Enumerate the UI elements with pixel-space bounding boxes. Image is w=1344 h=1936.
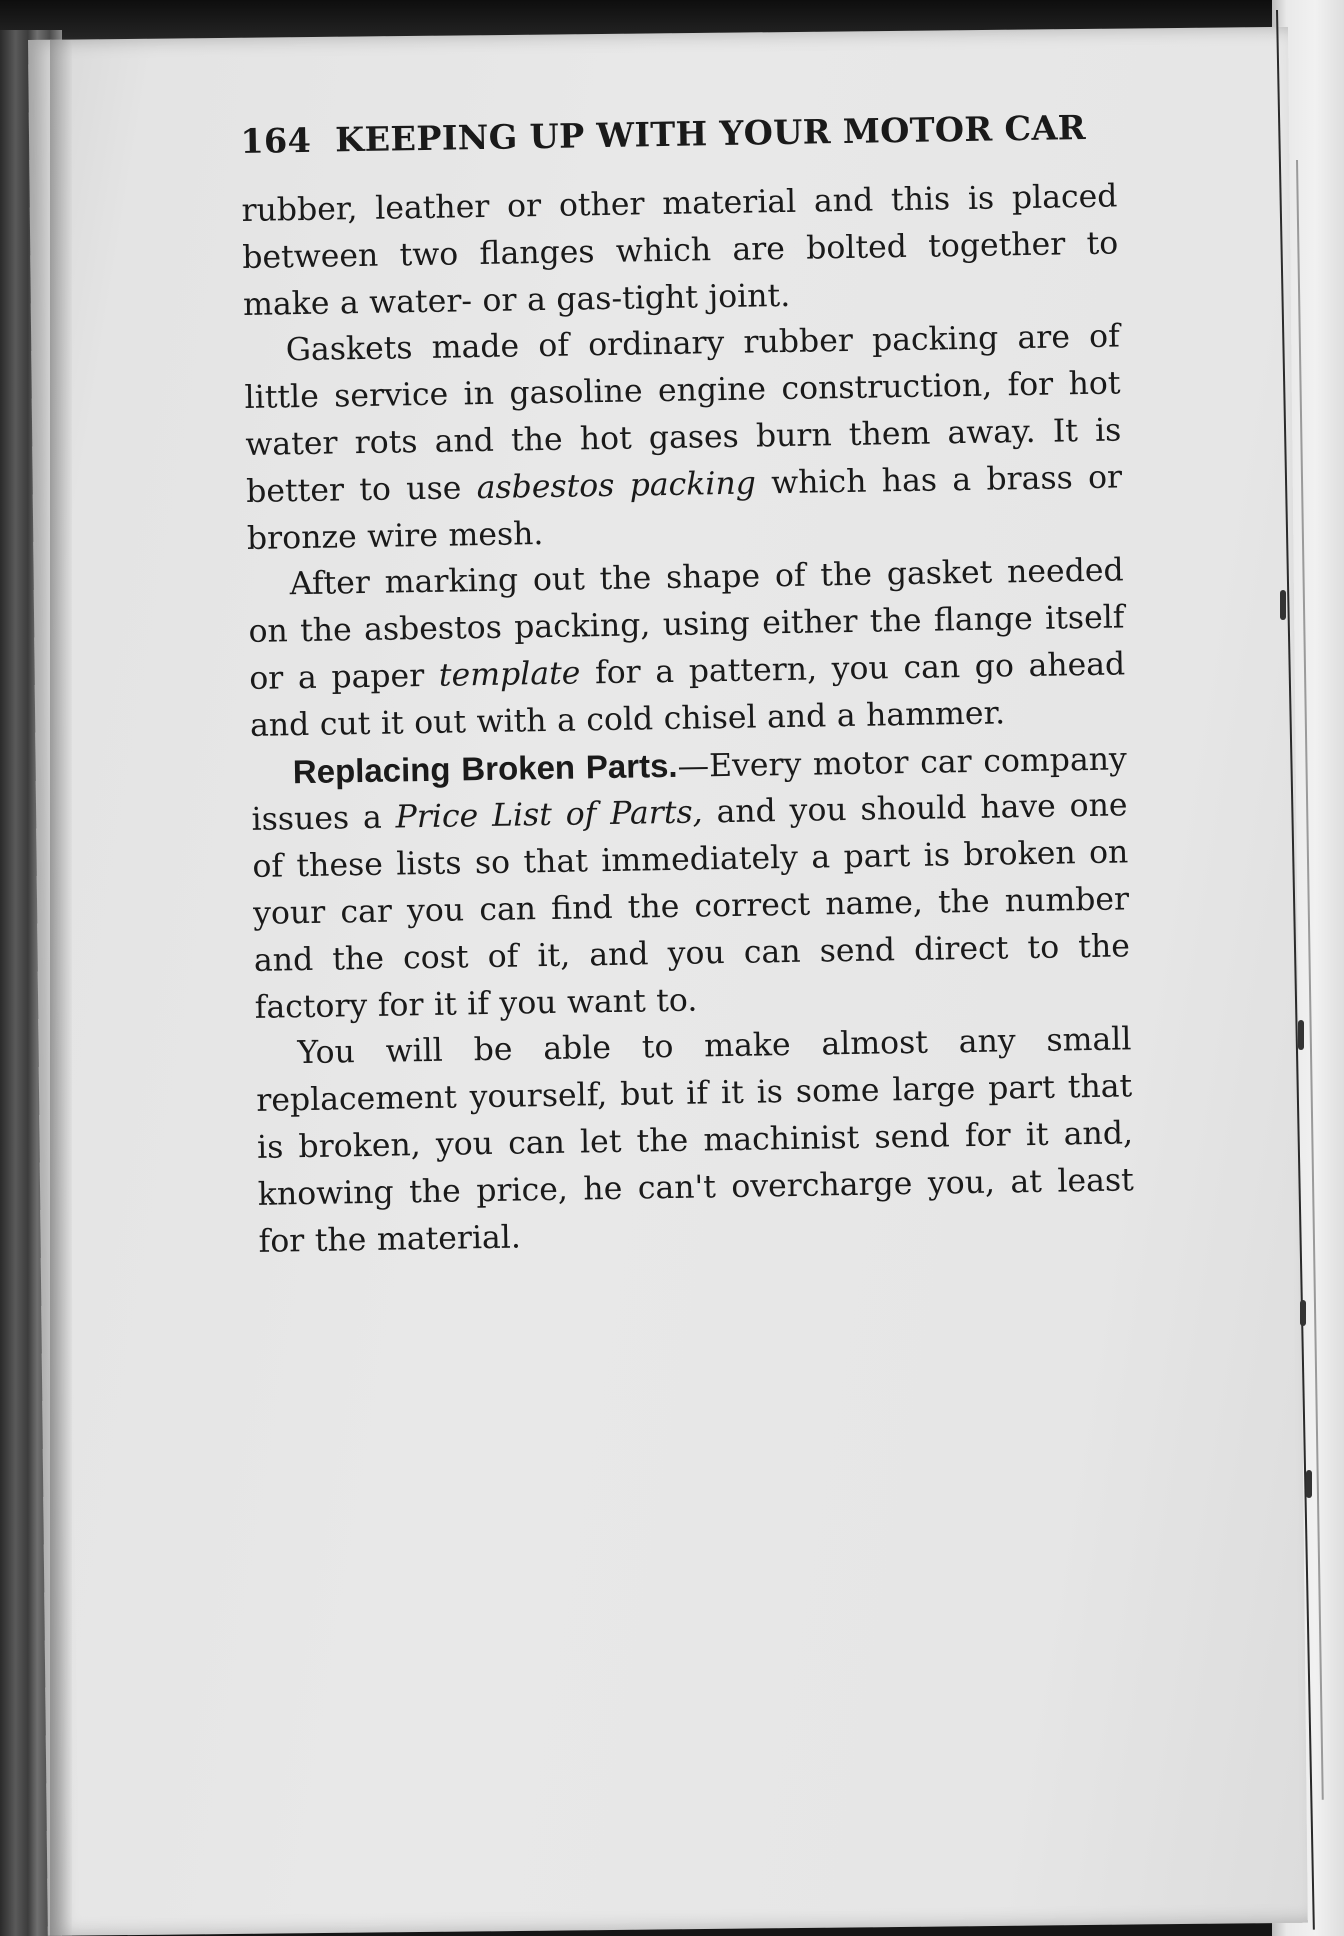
paragraph-marking xyxy=(247,548,1126,750)
edge-mark xyxy=(1306,1470,1312,1498)
page-number: 164 xyxy=(240,120,312,161)
section-heading: Replacing Broken Parts. xyxy=(292,746,678,790)
italic-term: asbestos packing xyxy=(476,465,757,506)
italic-term: template xyxy=(438,655,581,694)
paragraph-replacing-parts xyxy=(250,735,1131,1031)
text-run: and you should have one of these lists so that immediately a part is broken on your car you can find the correct name, the number and the cost of it, and you can send direct to the factory for it if you want to. xyxy=(252,787,1131,1026)
gutter-shadow xyxy=(50,40,72,1936)
text-run: for a pattern, you can go ahead and cut it out with a cold chisel and a hammer. xyxy=(249,646,1126,744)
edge-mark xyxy=(1280,590,1286,620)
text-run: Gaskets made of ordinary rubber packing are of little service in gasoline engine construction, for hot water rots and the hot gases burn them away. It is better to use xyxy=(244,318,1122,510)
text-run: —Every motor car company issues a xyxy=(251,740,1128,839)
paragraph-replacement: You will be able to make almost any small replacement yourself, but if it is some large part that is broken, you can let the machinist send for it and, knowing the price, he can't overcharge you, at least for the material. xyxy=(256,1021,1135,1260)
paragraph-continuation: rubber, leather or other material and this is placed between two flanges which are bolted together to make a water- or a gas-tight joint. xyxy=(241,178,1119,323)
edge-mark xyxy=(1300,1300,1306,1326)
text-run: which has a brass or bronze wire mesh. xyxy=(246,459,1123,557)
paragraph-gaskets xyxy=(243,314,1123,562)
text-run: After marking out the shape of the gasket needed on the asbestos packing, using either the flange itself or a paper xyxy=(248,552,1125,697)
page-text-block xyxy=(240,103,1135,1265)
italic-term: Price List of Parts, xyxy=(395,794,703,836)
edge-mark xyxy=(1298,1020,1304,1050)
running-title: KEEPING UP WITH YOUR MOTOR CAR xyxy=(334,107,1087,160)
